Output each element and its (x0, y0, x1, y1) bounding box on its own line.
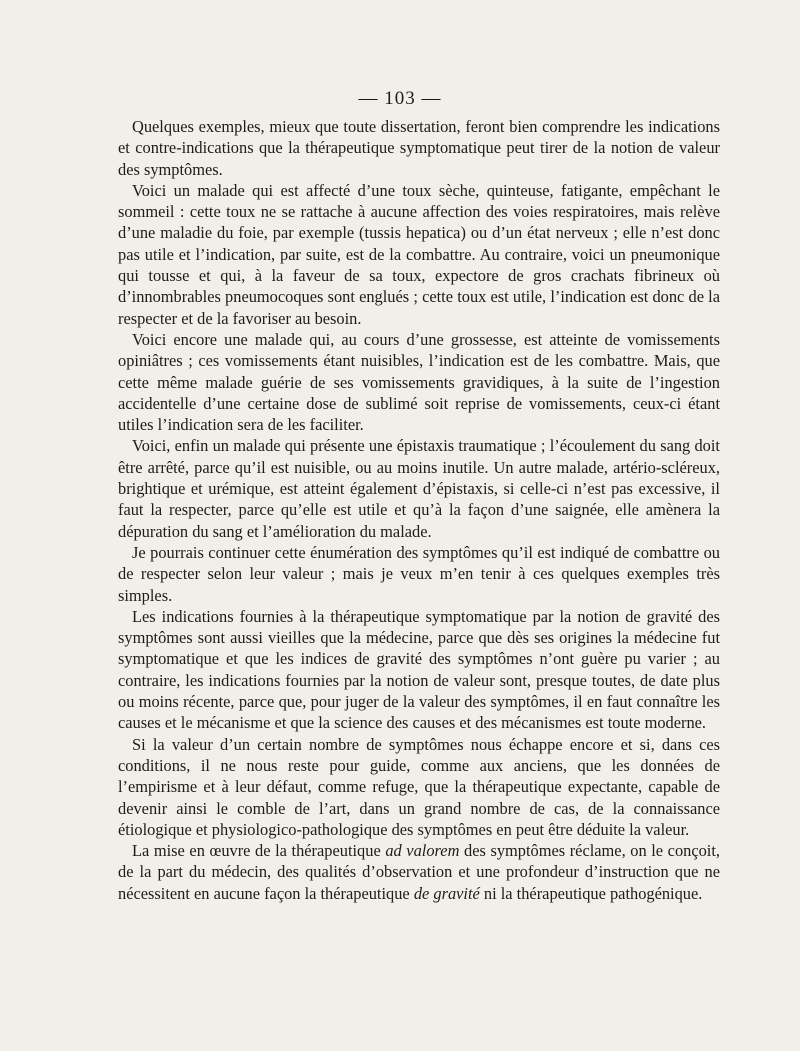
italic-term: ad valorem (385, 841, 460, 861)
page-number: — 103 — (358, 88, 442, 109)
body-text (118, 116, 720, 904)
italic-term: de gravité (413, 883, 480, 903)
paragraph: Voici un malade qui est affecté d’une toux sèche, quinteuse, fatigante, empêchant le sommeil : cette toux ne se rattache à aucune affection des voies respiratoires, mais relève d’une maladie du foie, par exemple (tussis hepatica) ou d’un état nerveux ; elle n’est donc pas utile et l’indication, par suite, est de la combattre. Au contraire, voici un pneumonique qui tousse et qui, à la faveur de sa toux, expectore de gros crachats fibrineux où d’innombrables pneumocoques sont englués ; cette toux est utile, l’indication est donc de la respecter et de la favoriser au besoin. (118, 180, 720, 328)
paragraph: Si la valeur d’un certain nombre de symptômes nous échappe encore et si, dans ces conditions, il ne nous reste pour guide, comme aux anciens, que les données de l’empirisme et à leur défaut, comme refuge, que la thérapeutique expectante, capable de devenir ainsi le comble de l’art, dans un grand nombre de cas, de la connaissance étiologique et physiologico-pathologique des symptômes en peut être déduite la valeur. (118, 734, 720, 839)
paragraph (118, 840, 720, 904)
paragraph-segment: La mise en œuvre de la thérapeutique (132, 841, 386, 861)
paragraph-segment: ni la thérapeutique pathogénique. (479, 883, 703, 903)
paragraph-segment: des symptômes réclame, on le conçoit, de la part du médecin, des qualités d’observation et une profondeur d’instruction que ne nécessitent en aucune façon la thérapeutique (118, 841, 721, 903)
paragraph: Voici encore une malade qui, au cours d’une grossesse, est atteinte de vomissements opiniâtres ; ces vomissements étant nuisibles, l’indication est de les combattre. Mais, que cette même malade guérie de ses vomissements gravidiques, à la suite de l’ingestion accidentelle d’une certaine dose de sublimé soit reprise de vomissements, ceux-ci étant utiles l’indication sera de les faciliter. (118, 329, 720, 435)
paragraph: Voici, enfin un malade qui présente une épistaxis traumatique ; l’écoulement du sang doit être arrêté, parce qu’il est nuisible, ou au moins inutile. Un autre malade, artério-scléreux, brightique et urémique, est atteint également d’épistaxis, si celle-ci n’est pas excessive, il faut la respecter, parce qu’elle est utile et qu’à la façon d’une saignée, elle amènera la dépuration du sang et l’amélioration du malade. (118, 436, 720, 541)
paragraph: Quelques exemples, mieux que toute dissertation, feront bien comprendre les indications et contre-indications que la thérapeutique symptomatique peut tirer de la notion de valeur des symptômes. (118, 117, 720, 179)
paragraph: Je pourrais continuer cette énumération des symptômes qu’il est indiqué de combattre ou de respecter selon leur valeur ; mais je veux m’en tenir à ces quelques exemples très simples. (118, 542, 720, 605)
paragraph: Les indications fournies à la thérapeutique symptomatique par la notion de gravité des symptômes sont aussi vieilles que la médecine, parce que dès ses origines la médecine fut symptomatique et que les indices de gravité des symptômes n’ont guère pu varier ; au contraire, les indications fournies par la notion de valeur sont, presque toutes, de date plus ou moins récente, parce que, pour juger de la valeur des symptômes, il en faut connaître les causes et le mécanisme et que la science des causes et des mécanismes est toute moderne. (118, 606, 720, 733)
